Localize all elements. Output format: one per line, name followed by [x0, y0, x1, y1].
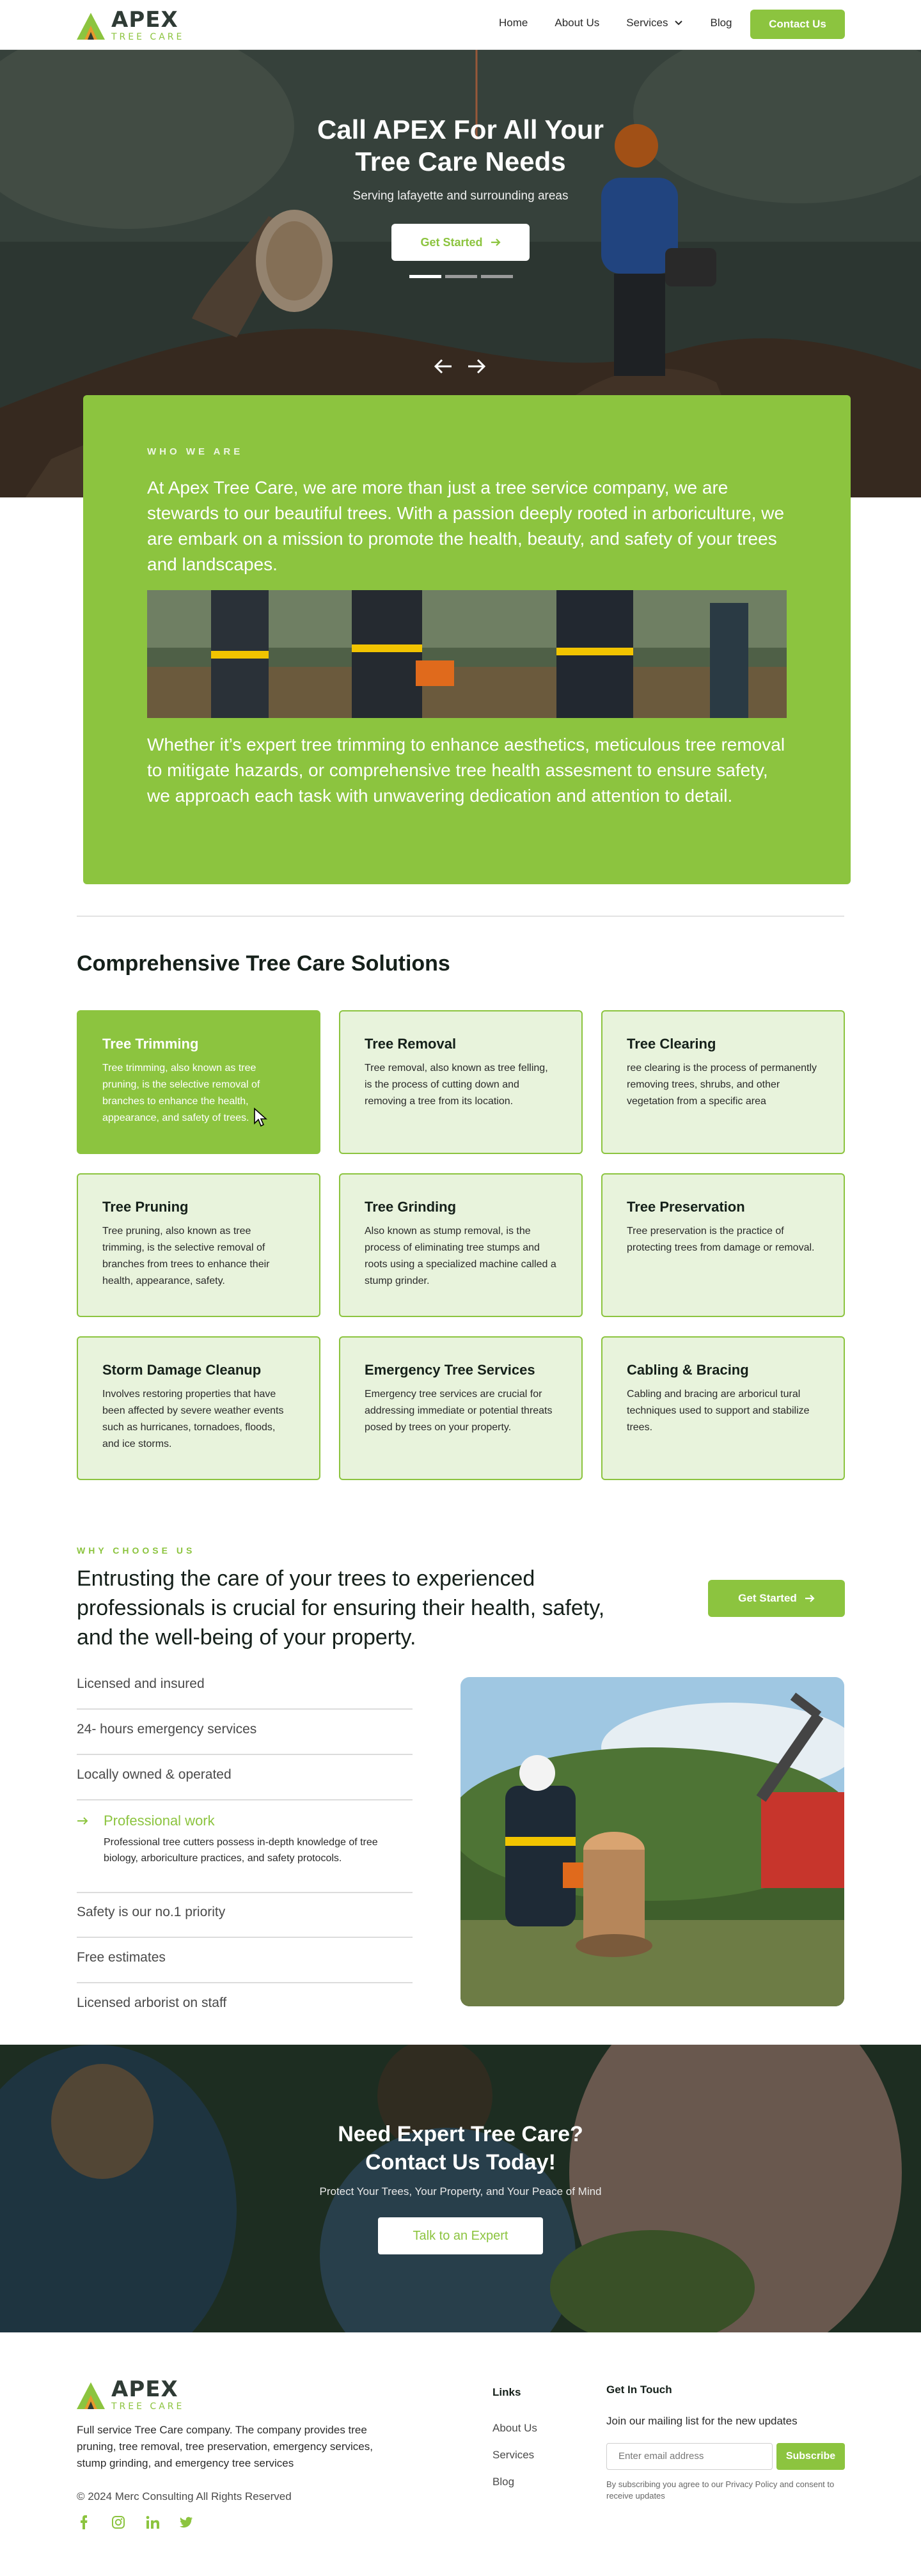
why-item[interactable] [77, 1995, 413, 2021]
service-card-title: Cabling & Bracing [627, 1362, 749, 1378]
slide-dot-active[interactable] [409, 275, 441, 278]
footer-logo[interactable] [77, 2378, 184, 2412]
slide-dot[interactable] [481, 275, 513, 278]
why-item[interactable] [77, 1722, 413, 1755]
service-card-text: Tree trimming, also known as tree pruning, is the selective removal of branches to enhance the health, appearance, and safety of trees. [102, 1063, 260, 1123]
why-item-label: Free estimates [77, 1950, 166, 1965]
contact-cta-band [0, 2045, 921, 2332]
service-card[interactable] [339, 1336, 583, 1480]
logo-mark-icon [77, 12, 105, 40]
workers-photo [147, 590, 787, 718]
footer-description: Full service Tree Care company. The company provides tree pruning, tree removal, tree preservation, emergency services, stump grinding, and emergency tree services [77, 2424, 373, 2469]
footer-link-about[interactable]: About Us [492, 2422, 537, 2434]
slide-indicators [409, 275, 513, 278]
why-image [460, 1677, 844, 2006]
chevron-down-icon [674, 20, 683, 26]
subscribe-button[interactable]: Subscribe [776, 2443, 845, 2470]
who-paragraph-2: Whether it’s expert tree trimming to enhance aesthetics, meticulous tree removal to mitigate hazards, or comprehensive tree health assesment to ensure safety, we approach each task with unwavering dedication and attention to detail. [147, 735, 785, 806]
slide-dot[interactable] [445, 275, 477, 278]
service-card[interactable] [601, 1173, 845, 1317]
nav-about[interactable]: About Us [555, 17, 600, 29]
contact-us-button[interactable]: Contact Us [750, 10, 845, 39]
solutions-title: Comprehensive Tree Care Solutions [77, 951, 450, 976]
arrow-right-icon [805, 1594, 815, 1603]
hero-title-line2: Tree Care Needs [355, 146, 566, 176]
service-card-title: Tree Grinding [365, 1199, 457, 1215]
hero-title-line1: Call APEX For All Your [317, 114, 604, 144]
why-item[interactable] [77, 1767, 413, 1800]
logo-text: APEX [111, 7, 178, 33]
why-item-expanded[interactable] [77, 1813, 413, 1893]
band-title-line2: Contact Us Today! [365, 2150, 556, 2174]
service-card[interactable] [77, 1336, 320, 1480]
footer-link-services[interactable]: Services [492, 2449, 535, 2461]
service-card[interactable] [601, 1336, 845, 1480]
why-eyebrow: WHY CHOOSE US [77, 1545, 196, 1556]
nav-blog[interactable]: Blog [710, 17, 732, 29]
service-card-text: Tree preservation is the practice of protecting trees from damage or removal. [627, 1226, 815, 1253]
service-card[interactable] [339, 1173, 583, 1317]
arrow-right-icon [77, 1816, 88, 1825]
band-title-line1: Need Expert Tree Care? [338, 2122, 583, 2146]
service-card-text: ree clearing is the process of permanently removing trees, shrubs, and other vegetation from a specific area [627, 1063, 817, 1107]
site-header [0, 0, 921, 50]
logo[interactable] [77, 9, 184, 42]
twitter-icon[interactable] [179, 2515, 193, 2529]
stump-grinding-photo [460, 1677, 844, 2006]
why-item-label: Licensed arborist on staff [77, 1995, 227, 2010]
service-card[interactable] [601, 1010, 845, 1154]
nav-services-label: Services [626, 17, 668, 29]
why-item-label: Locally owned & operated [77, 1767, 232, 1782]
service-card-title: Emergency Tree Services [365, 1362, 535, 1378]
band-title [269, 2120, 652, 2176]
hero-title [269, 114, 652, 178]
who-image [147, 590, 787, 718]
footer-contact-title: Get In Touch [606, 2384, 672, 2396]
footer-links-title: Links [492, 2386, 521, 2398]
service-card[interactable] [77, 1173, 320, 1317]
nav-home[interactable]: Home [499, 17, 528, 29]
footer-copyright: © 2024 Merc Consulting All Rights Reserved [77, 2490, 292, 2502]
who-we-are-section [83, 395, 851, 884]
linkedin-icon[interactable] [146, 2515, 160, 2529]
why-item[interactable] [77, 1905, 413, 1938]
why-item-label: Licensed and insured [77, 1676, 205, 1691]
service-card[interactable] [77, 1010, 320, 1154]
main-nav [499, 17, 732, 29]
instagram-icon[interactable] [111, 2515, 125, 2529]
service-card-title: Tree Removal [365, 1036, 457, 1052]
why-title: Entrusting the care of your trees to experienced professionals is crucial for ensuring their health, safety, and the well-being of your property. [77, 1566, 605, 1650]
nav-services[interactable] [626, 17, 683, 29]
why-item[interactable] [77, 1950, 413, 1983]
logo-mark-icon [77, 2381, 105, 2409]
service-card-title: Tree Preservation [627, 1199, 745, 1215]
why-item-label: Safety is our no.1 priority [77, 1905, 226, 1919]
why-cta-label: Get Started [738, 1592, 797, 1604]
service-card-text: Tree removal, also known as tree felling, is the process of cutting down and removing a tree from its location. [365, 1063, 548, 1107]
band-subtitle: Protect Your Trees, Your Property, and Your Peace of Mind [319, 2185, 602, 2197]
logo-subtext: TREE CARE [111, 32, 185, 42]
service-card-title: Storm Damage Cleanup [102, 1362, 262, 1378]
why-item-label: 24- hours emergency services [77, 1722, 257, 1737]
service-card-text: Tree pruning, also known as tree trimming, is the selective removal of branches from trees to enhance their health, appearance, safety. [102, 1226, 270, 1286]
mouse-cursor-icon [253, 1107, 267, 1128]
service-card-text: Also known as stump removal, is the process of eliminating tree stumps and roots using a specialized machine called a stump grinder. [365, 1226, 556, 1286]
service-card-title: Tree Pruning [102, 1199, 189, 1215]
why-item-label: Professional work [104, 1813, 215, 1829]
service-card-title: Tree Clearing [627, 1036, 716, 1052]
prev-arrow-icon[interactable] [434, 358, 453, 375]
service-card-text: Cabling and bracing are arboricul tural techniques used to support and stabilize trees. [627, 1389, 810, 1433]
why-item[interactable] [77, 1676, 413, 1710]
who-eyebrow: WHO WE ARE [147, 446, 244, 457]
service-card-title: Tree Trimming [102, 1036, 199, 1052]
service-card-text: Emergency tree services are crucial for addressing immediate or potential threats posed by trees on your property. [365, 1389, 553, 1433]
email-input[interactable]: Enter email address [606, 2443, 773, 2470]
why-item-detail: Professional tree cutters possess in-depth knowledge of tree biology, arboriculture practices, and safety protocols. [104, 1837, 378, 1864]
talk-to-expert-button[interactable]: Talk to an Expert [378, 2217, 543, 2254]
newsletter-legal: By subscribing you agree to our Privacy Policy and consent to receive updates [606, 2479, 835, 2501]
hero-subtitle: Serving lafayette and surrounding areas [352, 189, 569, 203]
facebook-icon[interactable] [77, 2515, 91, 2529]
who-paragraph-1: At Apex Tree Care, we are more than just a tree service company, we are stewards to our beautiful trees. With a passion deeply rooted in arboriculture, we are embark on a mission to promote the health, beauty, and safety of your trees and landscapes. [147, 478, 785, 574]
newsletter-text: Join our mailing list for the new updates [606, 2415, 798, 2427]
section-divider [77, 916, 844, 917]
hero-cta-label: Get Started [420, 235, 483, 249]
next-arrow-icon[interactable] [467, 358, 486, 375]
logo-subtext: TREE CARE [111, 2401, 185, 2412]
why-get-started-button[interactable] [708, 1580, 845, 1617]
service-card[interactable] [339, 1010, 583, 1154]
arrow-right-icon [491, 238, 501, 247]
hero-get-started-button[interactable] [391, 224, 530, 261]
service-card-text: Involves restoring properties that have been affected by severe weather events such as hurricanes, tornadoes, floods, and ice storms. [102, 1389, 284, 1449]
footer-link-blog[interactable]: Blog [492, 2476, 515, 2488]
logo-text: APEX [111, 2377, 178, 2402]
